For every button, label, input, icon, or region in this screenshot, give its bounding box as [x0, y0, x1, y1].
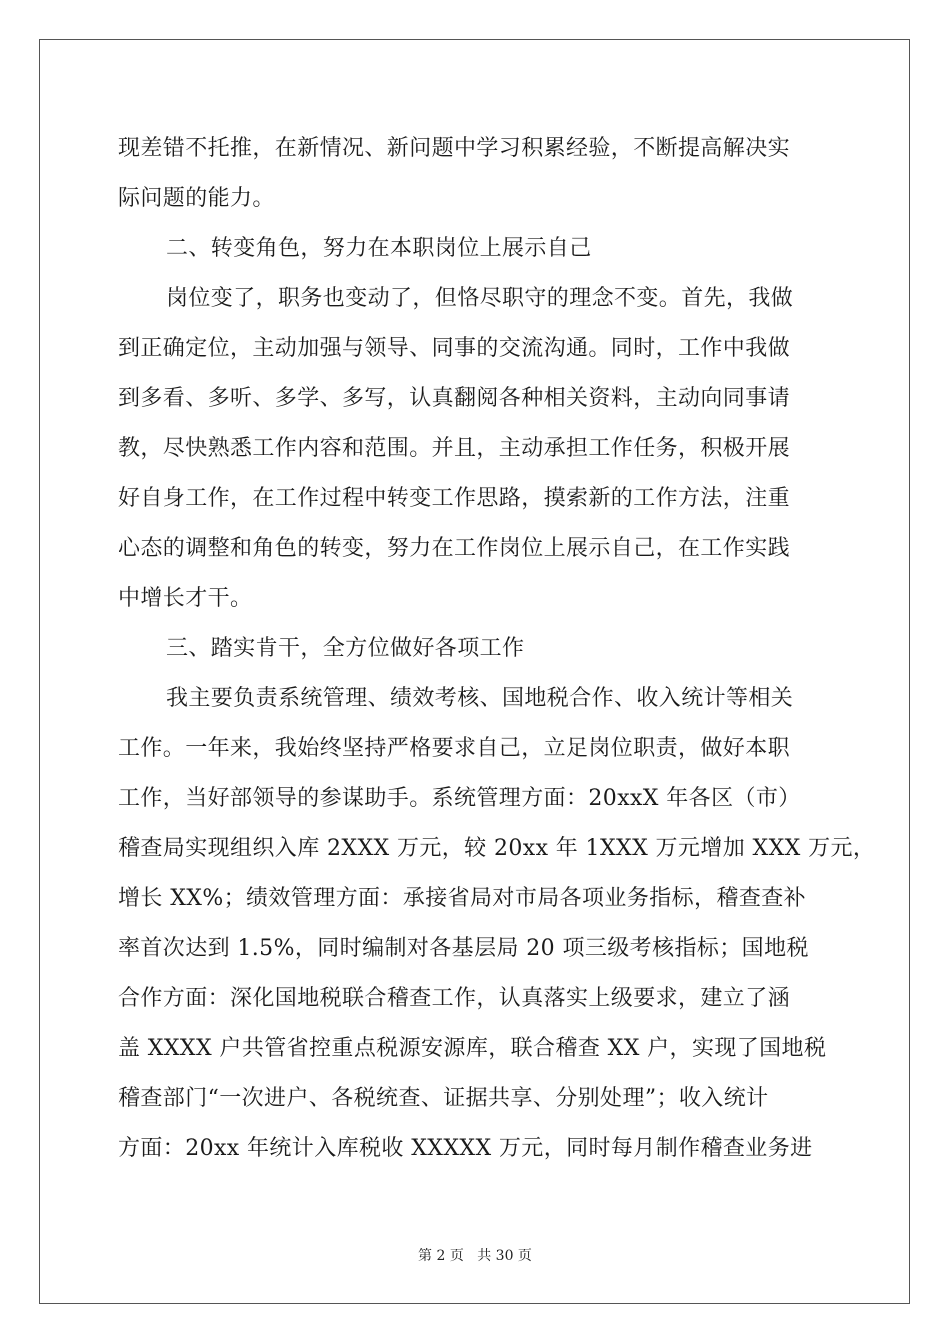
text-line: 工作，当好部领导的参谋助手。系统管理方面：20xxX 年各区（市）	[118, 786, 801, 811]
text-line: 率首次达到 1.5%，同时编制对各基层局 20 项三级考核指标；国地税	[118, 936, 809, 961]
page-total: 共 30 页	[477, 1248, 532, 1264]
text-line: 二、转变角色，努力在本职岗位上展示自己	[166, 236, 592, 261]
text-line: 盖 XXXX 户共管省控重点税源安源库，联合稽查 XX 户，实现了国地税	[118, 1036, 827, 1061]
page-footer	[0, 1245, 950, 1265]
text-line: 合作方面：深化国地税联合稽查工作，认真落实上级要求，建立了涵	[118, 986, 791, 1011]
document-body	[118, 124, 876, 1174]
text-line: 现差错不托推，在新情况、新问题中学习积累经验，不断提高解决实	[118, 136, 791, 161]
text-line: 方面：20xx 年统计入库税收 XXXXX 万元，同时每月制作稽查业务进	[118, 1136, 813, 1161]
text-line: 好自身工作，在工作过程中转变工作思路，摸索新的工作方法，注重	[118, 486, 791, 511]
text-line: 我主要负责系统管理、绩效考核、国地税合作、收入统计等相关	[166, 686, 794, 711]
text-line: 际问题的能力。	[118, 186, 275, 211]
text-line: 稽查局实现组织入库 2XXX 万元，较 20xx 年 1XXX 万元增加 XXX 万元，	[118, 836, 876, 861]
text-line: 心态的调整和角色的转变，努力在工作岗位上展示自己，在工作实践	[118, 536, 791, 561]
text-line: 岗位变了，职务也变动了，但恪尽职守的理念不变。首先，我做	[166, 286, 794, 311]
page-number: 第 2 页	[418, 1248, 464, 1264]
text-line: 三、踏实肯干，全方位做好各项工作	[166, 636, 525, 661]
text-line: 到正确定位，主动加强与领导、同事的交流沟通。同时，工作中我做	[118, 336, 791, 361]
text-line: 教，尽快熟悉工作内容和范围。并且，主动承担工作任务，积极开展	[118, 436, 791, 461]
text-line: 到多看、多听、多学、多写，认真翻阅各种相关资料，主动向同事请	[118, 386, 791, 411]
text-line: 增长 XX%；绩效管理方面：承接省局对市局各项业务指标，稽查查补	[118, 886, 807, 911]
text-line: 稽查部门“一次进户、各税统查、证据共享、分别处理”；收入统计	[118, 1086, 769, 1111]
text-line: 工作。一年来，我始终坚持严格要求自己，立足岗位职责，做好本职	[118, 736, 791, 761]
text-line: 中增长才干。	[118, 586, 253, 611]
